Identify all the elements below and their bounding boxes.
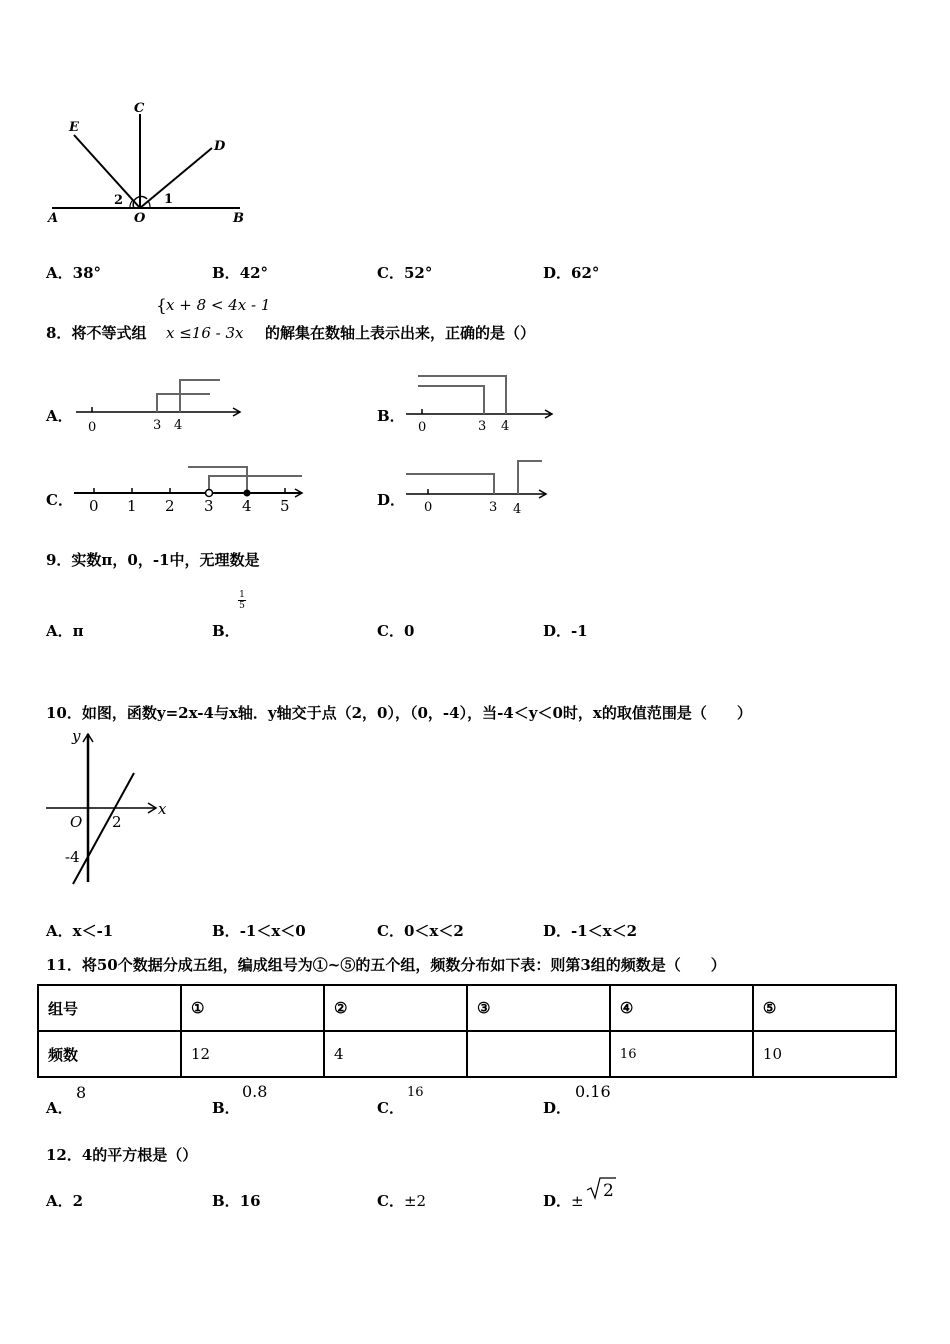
q11-stem: 11．将50个数据分成五组，编成组号为①~⑤的五个组，频数分布如下表：则第3组的频数是（ ） — [46, 956, 726, 974]
label-d: D — [214, 139, 226, 154]
svg-text:0: 0 — [424, 500, 433, 515]
q8-option-a[interactable]: A． — [46, 407, 73, 425]
q9-option-d[interactable]: D．-1 — [543, 622, 588, 640]
q8-numberline-a — [70, 370, 250, 434]
svg-text:y: y — [72, 727, 81, 745]
label-angle1: 1 — [164, 192, 174, 207]
svg-text:2: 2 — [165, 497, 175, 515]
table-row — [38, 1031, 896, 1077]
q9-option-c[interactable]: C．0 — [377, 622, 415, 640]
svg-text:2: 2 — [603, 1181, 614, 1200]
q12-option-d[interactable]: D．± — [543, 1192, 584, 1210]
q11-option-c[interactable]: C． — [377, 1099, 404, 1117]
q7-option-d[interactable]: D．62° — [543, 264, 600, 282]
table-cell: ⑤ — [753, 985, 896, 1031]
q10-option-b[interactable]: B．-1＜x＜0 — [212, 922, 306, 940]
svg-text:3: 3 — [478, 419, 487, 434]
svg-text:4: 4 — [242, 497, 252, 515]
q12-option-a[interactable]: A．2 — [46, 1192, 84, 1210]
q8-option-b[interactable]: B． — [377, 407, 405, 425]
svg-text:4: 4 — [174, 418, 183, 433]
q9-stem: 9．实数π，0，-1中，无理数是 — [46, 551, 260, 569]
label-b: B — [233, 211, 244, 226]
table-cell: 16 — [610, 1031, 753, 1077]
label-c: C — [134, 101, 145, 116]
table-cell: 12 — [181, 1031, 324, 1077]
q11-option-a-value: 8 — [76, 1083, 87, 1102]
q9-option-a[interactable]: A．π — [46, 622, 84, 640]
svg-text:-4: -4 — [65, 848, 80, 866]
q8-numberline-b — [400, 370, 560, 434]
q8-option-c[interactable]: C． — [46, 491, 73, 509]
q11-option-d-value: 0.16 — [575, 1082, 611, 1101]
table-cell: 频数 — [38, 1031, 181, 1077]
q9-fraction: 1 5 — [239, 590, 245, 611]
label-e: E — [69, 120, 79, 135]
ray-od — [140, 148, 212, 208]
ray-oe — [74, 135, 140, 208]
label-angle2: 2 — [114, 193, 124, 208]
q8-numberline-c — [70, 458, 310, 520]
svg-text:3: 3 — [489, 500, 498, 515]
q12-stem: 12．4的平方根是（） — [46, 1146, 198, 1164]
q11-option-c-value: 16 — [407, 1085, 424, 1100]
table-row — [38, 985, 896, 1031]
label-o: O — [134, 211, 146, 226]
q11-option-d[interactable]: D． — [543, 1099, 572, 1117]
svg-text:x: x — [158, 800, 167, 818]
q8-numberline-d — [400, 455, 560, 517]
q12-option-c[interactable]: C．±2 — [377, 1192, 427, 1210]
q11-option-b[interactable]: B． — [212, 1099, 240, 1117]
table-cell: 10 — [753, 1031, 896, 1077]
svg-text:4: 4 — [501, 419, 510, 434]
table-cell: ④ — [610, 985, 753, 1031]
svg-text:0: 0 — [418, 420, 427, 434]
table-cell: 4 — [324, 1031, 467, 1077]
q10-option-c[interactable]: C．0＜x＜2 — [377, 922, 464, 940]
svg-text:0: 0 — [89, 497, 99, 515]
q7-option-c[interactable]: C．52° — [377, 264, 433, 282]
q8-brace: { — [156, 296, 167, 316]
q10-option-a[interactable]: A．x＜-1 — [46, 922, 114, 940]
q7-option-a[interactable]: A．38° — [46, 264, 102, 282]
q11-option-b-value: 0.8 — [242, 1082, 268, 1101]
svg-text:2: 2 — [112, 813, 122, 831]
q8-question: 的解集在数轴上表示出来，正确的是（） — [265, 324, 536, 342]
svg-text:O: O — [70, 813, 83, 831]
svg-text:3: 3 — [204, 497, 214, 515]
label-a: A — [48, 211, 59, 226]
q10-stem: 10．如图，函数y=2x-4与x轴．y轴交于点（2，0），（0，-4），当-4＜y＜0时，x的取值范围是（ ） — [46, 704, 752, 722]
q8-option-d[interactable]: D． — [377, 491, 406, 509]
q10-option-d[interactable]: D．-1＜x＜2 — [543, 922, 638, 940]
q9-option-b[interactable]: B． — [212, 622, 240, 640]
q7-angle-figure — [44, 98, 254, 228]
q7-option-b[interactable]: B．42° — [212, 264, 269, 282]
q10-graph — [40, 726, 170, 891]
sqrt-symbol — [585, 1176, 617, 1200]
svg-text:0: 0 — [88, 420, 97, 434]
q8-inequality-2: x ≤16 - 3x — [166, 324, 244, 342]
table-cell — [467, 1031, 610, 1077]
table-cell: ① — [181, 985, 324, 1031]
svg-text:3: 3 — [153, 418, 162, 433]
q8-stem: 8．将不等式组 — [46, 324, 147, 342]
svg-text:5: 5 — [280, 497, 290, 515]
q11-option-a[interactable]: A． — [46, 1099, 73, 1117]
frequency-table — [37, 984, 897, 1078]
table-cell: 组号 — [38, 985, 181, 1031]
svg-text:4: 4 — [513, 502, 522, 517]
table-cell: ③ — [467, 985, 610, 1031]
q12-option-b[interactable]: B．16 — [212, 1192, 261, 1210]
q8-inequality-1: x + 8 < 4x - 1 — [166, 296, 271, 314]
table-cell: ② — [324, 985, 467, 1031]
svg-text:1: 1 — [127, 497, 137, 515]
